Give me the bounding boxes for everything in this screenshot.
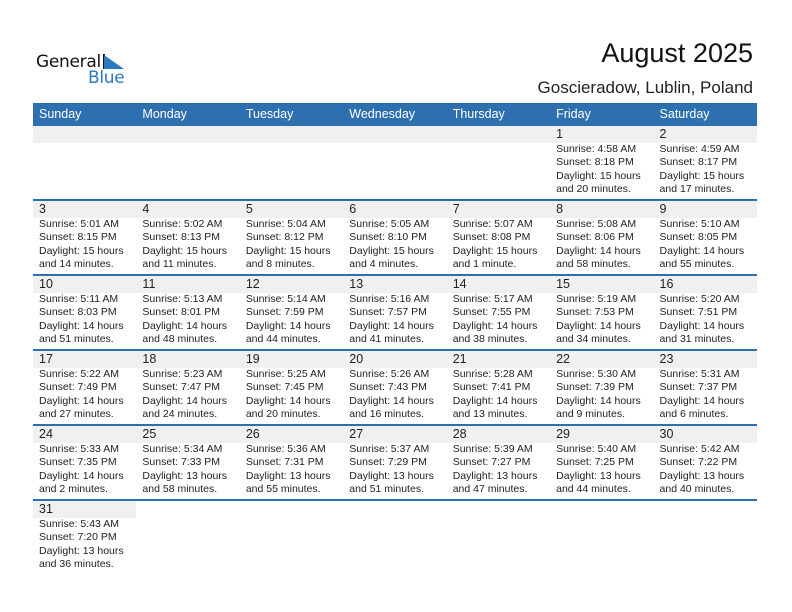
day-details bbox=[33, 218, 136, 274]
day-number: 23 bbox=[659, 352, 674, 366]
logo-text-general: General bbox=[36, 52, 101, 72]
day-details bbox=[343, 443, 446, 499]
logo-text-blue: Blue bbox=[88, 68, 125, 88]
weekday-thursday: Thursday bbox=[452, 107, 505, 121]
day-number: 15 bbox=[556, 277, 571, 291]
daylight-text: Daylight: 14 hours bbox=[556, 319, 641, 332]
day-number: 2 bbox=[659, 127, 667, 141]
day-number: 12 bbox=[245, 277, 260, 291]
sunset-text: Sunset: 7:45 PM bbox=[245, 381, 324, 394]
day-number bbox=[447, 126, 550, 143]
week-row bbox=[33, 351, 757, 426]
sunset-text: Sunset: 7:27 PM bbox=[452, 456, 531, 469]
sunrise-text: Sunrise: 5:30 AM bbox=[556, 368, 637, 380]
sunset-text: Sunset: 8:08 PM bbox=[452, 231, 531, 244]
sunrise-text: Sunrise: 5:13 AM bbox=[142, 293, 223, 305]
day-number: 11 bbox=[142, 277, 156, 291]
day-details bbox=[240, 368, 343, 424]
day-number: 3 bbox=[39, 202, 46, 216]
sunrise-text: Sunrise: 5:07 AM bbox=[452, 218, 533, 230]
sunrise-text: Sunrise: 5:20 AM bbox=[659, 293, 740, 305]
date-band bbox=[33, 276, 757, 293]
day-details bbox=[550, 218, 653, 274]
sunrise-text: Sunrise: 5:05 AM bbox=[349, 218, 430, 230]
day-details bbox=[343, 143, 446, 199]
minutes-text: and 17 minutes. bbox=[659, 183, 735, 196]
date-band bbox=[33, 351, 757, 368]
date-band bbox=[33, 201, 757, 218]
minutes-text: and 11 minutes. bbox=[142, 258, 217, 271]
day-number: 19 bbox=[245, 352, 260, 366]
sunset-text: Sunset: 7:43 PM bbox=[349, 381, 427, 394]
day-number: 8 bbox=[556, 202, 564, 216]
day-number: 29 bbox=[556, 427, 571, 441]
week-row bbox=[33, 126, 757, 201]
sunset-text: Sunset: 7:59 PM bbox=[245, 306, 324, 319]
daylight-text: Daylight: 14 hours bbox=[556, 244, 641, 257]
sunrise-text: Sunrise: 5:10 AM bbox=[659, 218, 740, 230]
day-number: 5 bbox=[245, 202, 253, 216]
sunset-text: Sunset: 8:12 PM bbox=[245, 231, 324, 244]
day-number: 4 bbox=[142, 202, 150, 216]
minutes-text: and 55 minutes. bbox=[659, 258, 735, 271]
weekday-header bbox=[33, 103, 757, 126]
minutes-text: and 41 minutes. bbox=[349, 333, 424, 346]
day-details bbox=[447, 368, 550, 424]
sunset-text: Sunset: 8:18 PM bbox=[556, 156, 634, 169]
sunrise-text: Sunrise: 5:42 AM bbox=[659, 443, 740, 455]
day-number: 6 bbox=[349, 202, 357, 216]
minutes-text: and 44 minutes. bbox=[245, 333, 321, 346]
day-details bbox=[136, 143, 239, 199]
sunset-text: Sunset: 8:15 PM bbox=[39, 231, 117, 244]
day-number: 27 bbox=[349, 427, 364, 441]
day-number: 18 bbox=[142, 352, 157, 366]
sunset-text: Sunset: 7:47 PM bbox=[142, 381, 221, 394]
minutes-text: and 31 minutes. bbox=[659, 333, 735, 346]
minutes-text: and 20 minutes. bbox=[556, 183, 631, 196]
date-band bbox=[33, 126, 757, 143]
daylight-text: Daylight: 14 hours bbox=[556, 394, 641, 407]
calendar-grid bbox=[33, 103, 757, 574]
day-details bbox=[33, 143, 136, 199]
day-details bbox=[447, 443, 550, 499]
minutes-text: and 14 minutes. bbox=[39, 258, 114, 271]
weekday-tuesday: Tuesday bbox=[245, 107, 294, 121]
daylight-text: Daylight: 15 hours bbox=[452, 244, 538, 257]
minutes-text: and 27 minutes. bbox=[39, 408, 114, 421]
sunrise-text: Sunrise: 5:17 AM bbox=[452, 293, 533, 305]
sunset-text: Sunset: 7:31 PM bbox=[245, 456, 324, 469]
sunrise-text: Sunrise: 5:14 AM bbox=[245, 293, 326, 305]
day-details bbox=[343, 293, 446, 349]
day-details bbox=[136, 368, 239, 424]
date-band bbox=[33, 426, 757, 443]
day-number: 9 bbox=[659, 202, 667, 216]
daylight-text: Daylight: 15 hours bbox=[39, 244, 124, 257]
minutes-text: and 48 minutes. bbox=[142, 333, 218, 346]
day-number: 28 bbox=[452, 427, 467, 441]
day-details bbox=[33, 518, 136, 574]
daylight-text: Daylight: 14 hours bbox=[659, 394, 745, 407]
day-details bbox=[33, 443, 136, 499]
day-number: 26 bbox=[245, 427, 260, 441]
sunset-text: Sunset: 7:22 PM bbox=[659, 456, 738, 469]
day-number: 13 bbox=[349, 277, 364, 291]
daylight-text: Daylight: 13 hours bbox=[349, 469, 434, 482]
sunset-text: Sunset: 8:17 PM bbox=[659, 156, 738, 169]
detail-band bbox=[33, 518, 757, 574]
sunrise-text: Sunrise: 5:34 AM bbox=[142, 443, 223, 455]
general-blue-logo bbox=[36, 52, 136, 92]
day-number: 20 bbox=[349, 352, 364, 366]
day-details bbox=[550, 143, 653, 199]
minutes-text: and 36 minutes. bbox=[39, 558, 114, 571]
day-details bbox=[240, 293, 343, 349]
week-row bbox=[33, 426, 757, 501]
daylight-text: Daylight: 15 hours bbox=[659, 169, 745, 182]
weekday-sunday: Sunday bbox=[39, 107, 82, 121]
day-details bbox=[33, 293, 136, 349]
day-details bbox=[240, 443, 343, 499]
minutes-text: and 16 minutes. bbox=[349, 408, 424, 421]
daylight-text: Daylight: 14 hours bbox=[39, 469, 124, 482]
logo-triangle-icon bbox=[104, 55, 124, 69]
minutes-text: and 13 minutes. bbox=[452, 408, 528, 421]
sunrise-text: Sunrise: 5:26 AM bbox=[349, 368, 430, 380]
daylight-text: Daylight: 14 hours bbox=[349, 394, 434, 407]
sunrise-text: Sunrise: 5:23 AM bbox=[142, 368, 223, 380]
sunrise-text: Sunrise: 5:16 AM bbox=[349, 293, 430, 305]
detail-band bbox=[33, 293, 757, 349]
minutes-text: and 44 minutes. bbox=[556, 483, 631, 496]
sunset-text: Sunset: 7:55 PM bbox=[452, 306, 531, 319]
sunset-text: Sunset: 7:35 PM bbox=[39, 456, 117, 469]
minutes-text: and 55 minutes. bbox=[245, 483, 321, 496]
minutes-text: and 6 minutes. bbox=[659, 408, 729, 421]
weeks-container bbox=[33, 126, 757, 574]
sunset-text: Sunset: 7:25 PM bbox=[556, 456, 634, 469]
day-details bbox=[240, 143, 343, 199]
sunset-text: Sunset: 7:37 PM bbox=[659, 381, 738, 394]
day-number bbox=[136, 126, 239, 143]
minutes-text: and 38 minutes. bbox=[452, 333, 528, 346]
day-number: 22 bbox=[556, 352, 571, 366]
daylight-text: Daylight: 14 hours bbox=[39, 394, 124, 407]
daylight-text: Daylight: 13 hours bbox=[142, 469, 228, 482]
sunrise-text: Sunrise: 5:11 AM bbox=[39, 293, 119, 305]
day-details bbox=[447, 293, 550, 349]
day-details bbox=[654, 443, 757, 499]
daylight-text: Daylight: 14 hours bbox=[659, 319, 745, 332]
daylight-text: Daylight: 14 hours bbox=[659, 244, 745, 257]
sunrise-text: Sunrise: 5:19 AM bbox=[556, 293, 637, 305]
day-details bbox=[136, 443, 239, 499]
daylight-text: Daylight: 14 hours bbox=[142, 394, 228, 407]
sunset-text: Sunset: 7:20 PM bbox=[39, 531, 117, 544]
minutes-text: and 58 minutes. bbox=[556, 258, 631, 271]
sunrise-text: Sunrise: 5:22 AM bbox=[39, 368, 119, 380]
day-details bbox=[654, 368, 757, 424]
week-row bbox=[33, 501, 757, 574]
sunrise-text: Sunrise: 4:58 AM bbox=[556, 143, 637, 155]
minutes-text: and 20 minutes. bbox=[245, 408, 321, 421]
daylight-text: Daylight: 15 hours bbox=[245, 244, 331, 257]
day-number bbox=[343, 126, 446, 143]
daylight-text: Daylight: 13 hours bbox=[452, 469, 538, 482]
daylight-text: Daylight: 14 hours bbox=[245, 394, 331, 407]
sunset-text: Sunset: 7:57 PM bbox=[349, 306, 427, 319]
day-details bbox=[447, 218, 550, 274]
minutes-text: and 47 minutes. bbox=[452, 483, 528, 496]
sunrise-text: Sunrise: 5:02 AM bbox=[142, 218, 223, 230]
day-number: 21 bbox=[452, 352, 467, 366]
detail-band bbox=[33, 443, 757, 499]
sunset-text: Sunset: 8:03 PM bbox=[39, 306, 117, 319]
minutes-text: and 34 minutes. bbox=[556, 333, 631, 346]
daylight-text: Daylight: 13 hours bbox=[556, 469, 641, 482]
daylight-text: Daylight: 15 hours bbox=[142, 244, 228, 257]
daylight-text: Daylight: 14 hours bbox=[39, 319, 124, 332]
minutes-text: and 24 minutes. bbox=[142, 408, 218, 421]
week-row bbox=[33, 201, 757, 276]
sunrise-text: Sunrise: 5:39 AM bbox=[452, 443, 533, 455]
sunset-text: Sunset: 8:06 PM bbox=[556, 231, 634, 244]
day-details bbox=[654, 143, 757, 199]
sunrise-text: Sunrise: 5:25 AM bbox=[245, 368, 326, 380]
sunrise-text: Sunrise: 5:37 AM bbox=[349, 443, 430, 455]
day-details bbox=[136, 293, 239, 349]
day-number: 16 bbox=[659, 277, 674, 291]
daylight-text: Daylight: 13 hours bbox=[659, 469, 745, 482]
minutes-text: and 58 minutes. bbox=[142, 483, 218, 496]
weekday-wednesday: Wednesday bbox=[349, 107, 416, 121]
sunset-text: Sunset: 7:49 PM bbox=[39, 381, 117, 394]
sunrise-text: Sunrise: 5:36 AM bbox=[245, 443, 326, 455]
day-number: 17 bbox=[39, 352, 53, 366]
day-details bbox=[447, 143, 550, 199]
detail-band bbox=[33, 368, 757, 424]
day-details bbox=[654, 218, 757, 274]
daylight-text: Daylight: 15 hours bbox=[349, 244, 434, 257]
minutes-text: and 51 minutes. bbox=[349, 483, 424, 496]
sunset-text: Sunset: 7:51 PM bbox=[659, 306, 738, 319]
sunrise-text: Sunrise: 5:01 AM bbox=[39, 218, 119, 230]
day-number: 24 bbox=[39, 427, 53, 441]
minutes-text: and 8 minutes. bbox=[245, 258, 315, 271]
day-number: 14 bbox=[452, 277, 467, 291]
daylight-text: Daylight: 13 hours bbox=[39, 544, 124, 557]
sunrise-text: Sunrise: 5:31 AM bbox=[659, 368, 740, 380]
day-number: 10 bbox=[39, 277, 53, 291]
sunrise-text: Sunrise: 5:08 AM bbox=[556, 218, 637, 230]
daylight-text: Daylight: 15 hours bbox=[556, 169, 641, 182]
page-title: August 2025 bbox=[601, 38, 753, 68]
day-details bbox=[550, 368, 653, 424]
weekday-friday: Friday bbox=[556, 107, 591, 121]
week-row bbox=[33, 276, 757, 351]
weekday-saturday: Saturday bbox=[659, 107, 710, 121]
weekday-monday: Monday bbox=[142, 107, 187, 121]
sunrise-text: Sunrise: 5:04 AM bbox=[245, 218, 326, 230]
sunset-text: Sunset: 7:39 PM bbox=[556, 381, 634, 394]
sunset-text: Sunset: 7:41 PM bbox=[452, 381, 531, 394]
minutes-text: and 9 minutes. bbox=[556, 408, 625, 421]
day-details bbox=[550, 293, 653, 349]
detail-band bbox=[33, 218, 757, 274]
day-number bbox=[33, 126, 136, 143]
sunrise-text: Sunrise: 4:59 AM bbox=[659, 143, 740, 155]
sunset-text: Sunset: 8:01 PM bbox=[142, 306, 221, 319]
sunrise-text: Sunrise: 5:33 AM bbox=[39, 443, 119, 455]
sunset-text: Sunset: 8:13 PM bbox=[142, 231, 221, 244]
sunset-text: Sunset: 8:10 PM bbox=[349, 231, 427, 244]
sunset-text: Sunset: 8:05 PM bbox=[659, 231, 738, 244]
day-details bbox=[136, 218, 239, 274]
sunset-text: Sunset: 7:29 PM bbox=[349, 456, 427, 469]
day-details bbox=[240, 218, 343, 274]
detail-band bbox=[33, 143, 757, 199]
day-number bbox=[240, 126, 343, 143]
day-number: 31 bbox=[39, 502, 53, 516]
daylight-text: Daylight: 14 hours bbox=[245, 319, 331, 332]
daylight-text: Daylight: 14 hours bbox=[452, 394, 538, 407]
daylight-text: Daylight: 14 hours bbox=[349, 319, 434, 332]
sunrise-text: Sunrise: 5:43 AM bbox=[39, 518, 119, 530]
day-number: 30 bbox=[659, 427, 674, 441]
minutes-text: and 2 minutes. bbox=[39, 483, 108, 496]
date-band bbox=[33, 501, 136, 518]
sunset-text: Sunset: 7:53 PM bbox=[556, 306, 634, 319]
minutes-text: and 4 minutes. bbox=[349, 258, 419, 271]
day-details bbox=[343, 218, 446, 274]
sunrise-text: Sunrise: 5:28 AM bbox=[452, 368, 533, 380]
day-details bbox=[33, 368, 136, 424]
minutes-text: and 40 minutes. bbox=[659, 483, 735, 496]
sunrise-text: Sunrise: 5:40 AM bbox=[556, 443, 637, 455]
daylight-text: Daylight: 14 hours bbox=[452, 319, 538, 332]
day-number: 25 bbox=[142, 427, 157, 441]
day-details bbox=[654, 293, 757, 349]
day-number: 1 bbox=[556, 127, 564, 141]
day-details bbox=[343, 368, 446, 424]
day-details bbox=[550, 443, 653, 499]
sunset-text: Sunset: 7:33 PM bbox=[142, 456, 221, 469]
minutes-text: and 1 minute. bbox=[452, 258, 517, 271]
day-number: 7 bbox=[452, 202, 460, 216]
minutes-text: and 51 minutes. bbox=[39, 333, 114, 346]
daylight-text: Daylight: 14 hours bbox=[142, 319, 228, 332]
daylight-text: Daylight: 13 hours bbox=[245, 469, 331, 482]
location-subtitle: Goscieradow, Lublin, Poland bbox=[537, 78, 753, 97]
